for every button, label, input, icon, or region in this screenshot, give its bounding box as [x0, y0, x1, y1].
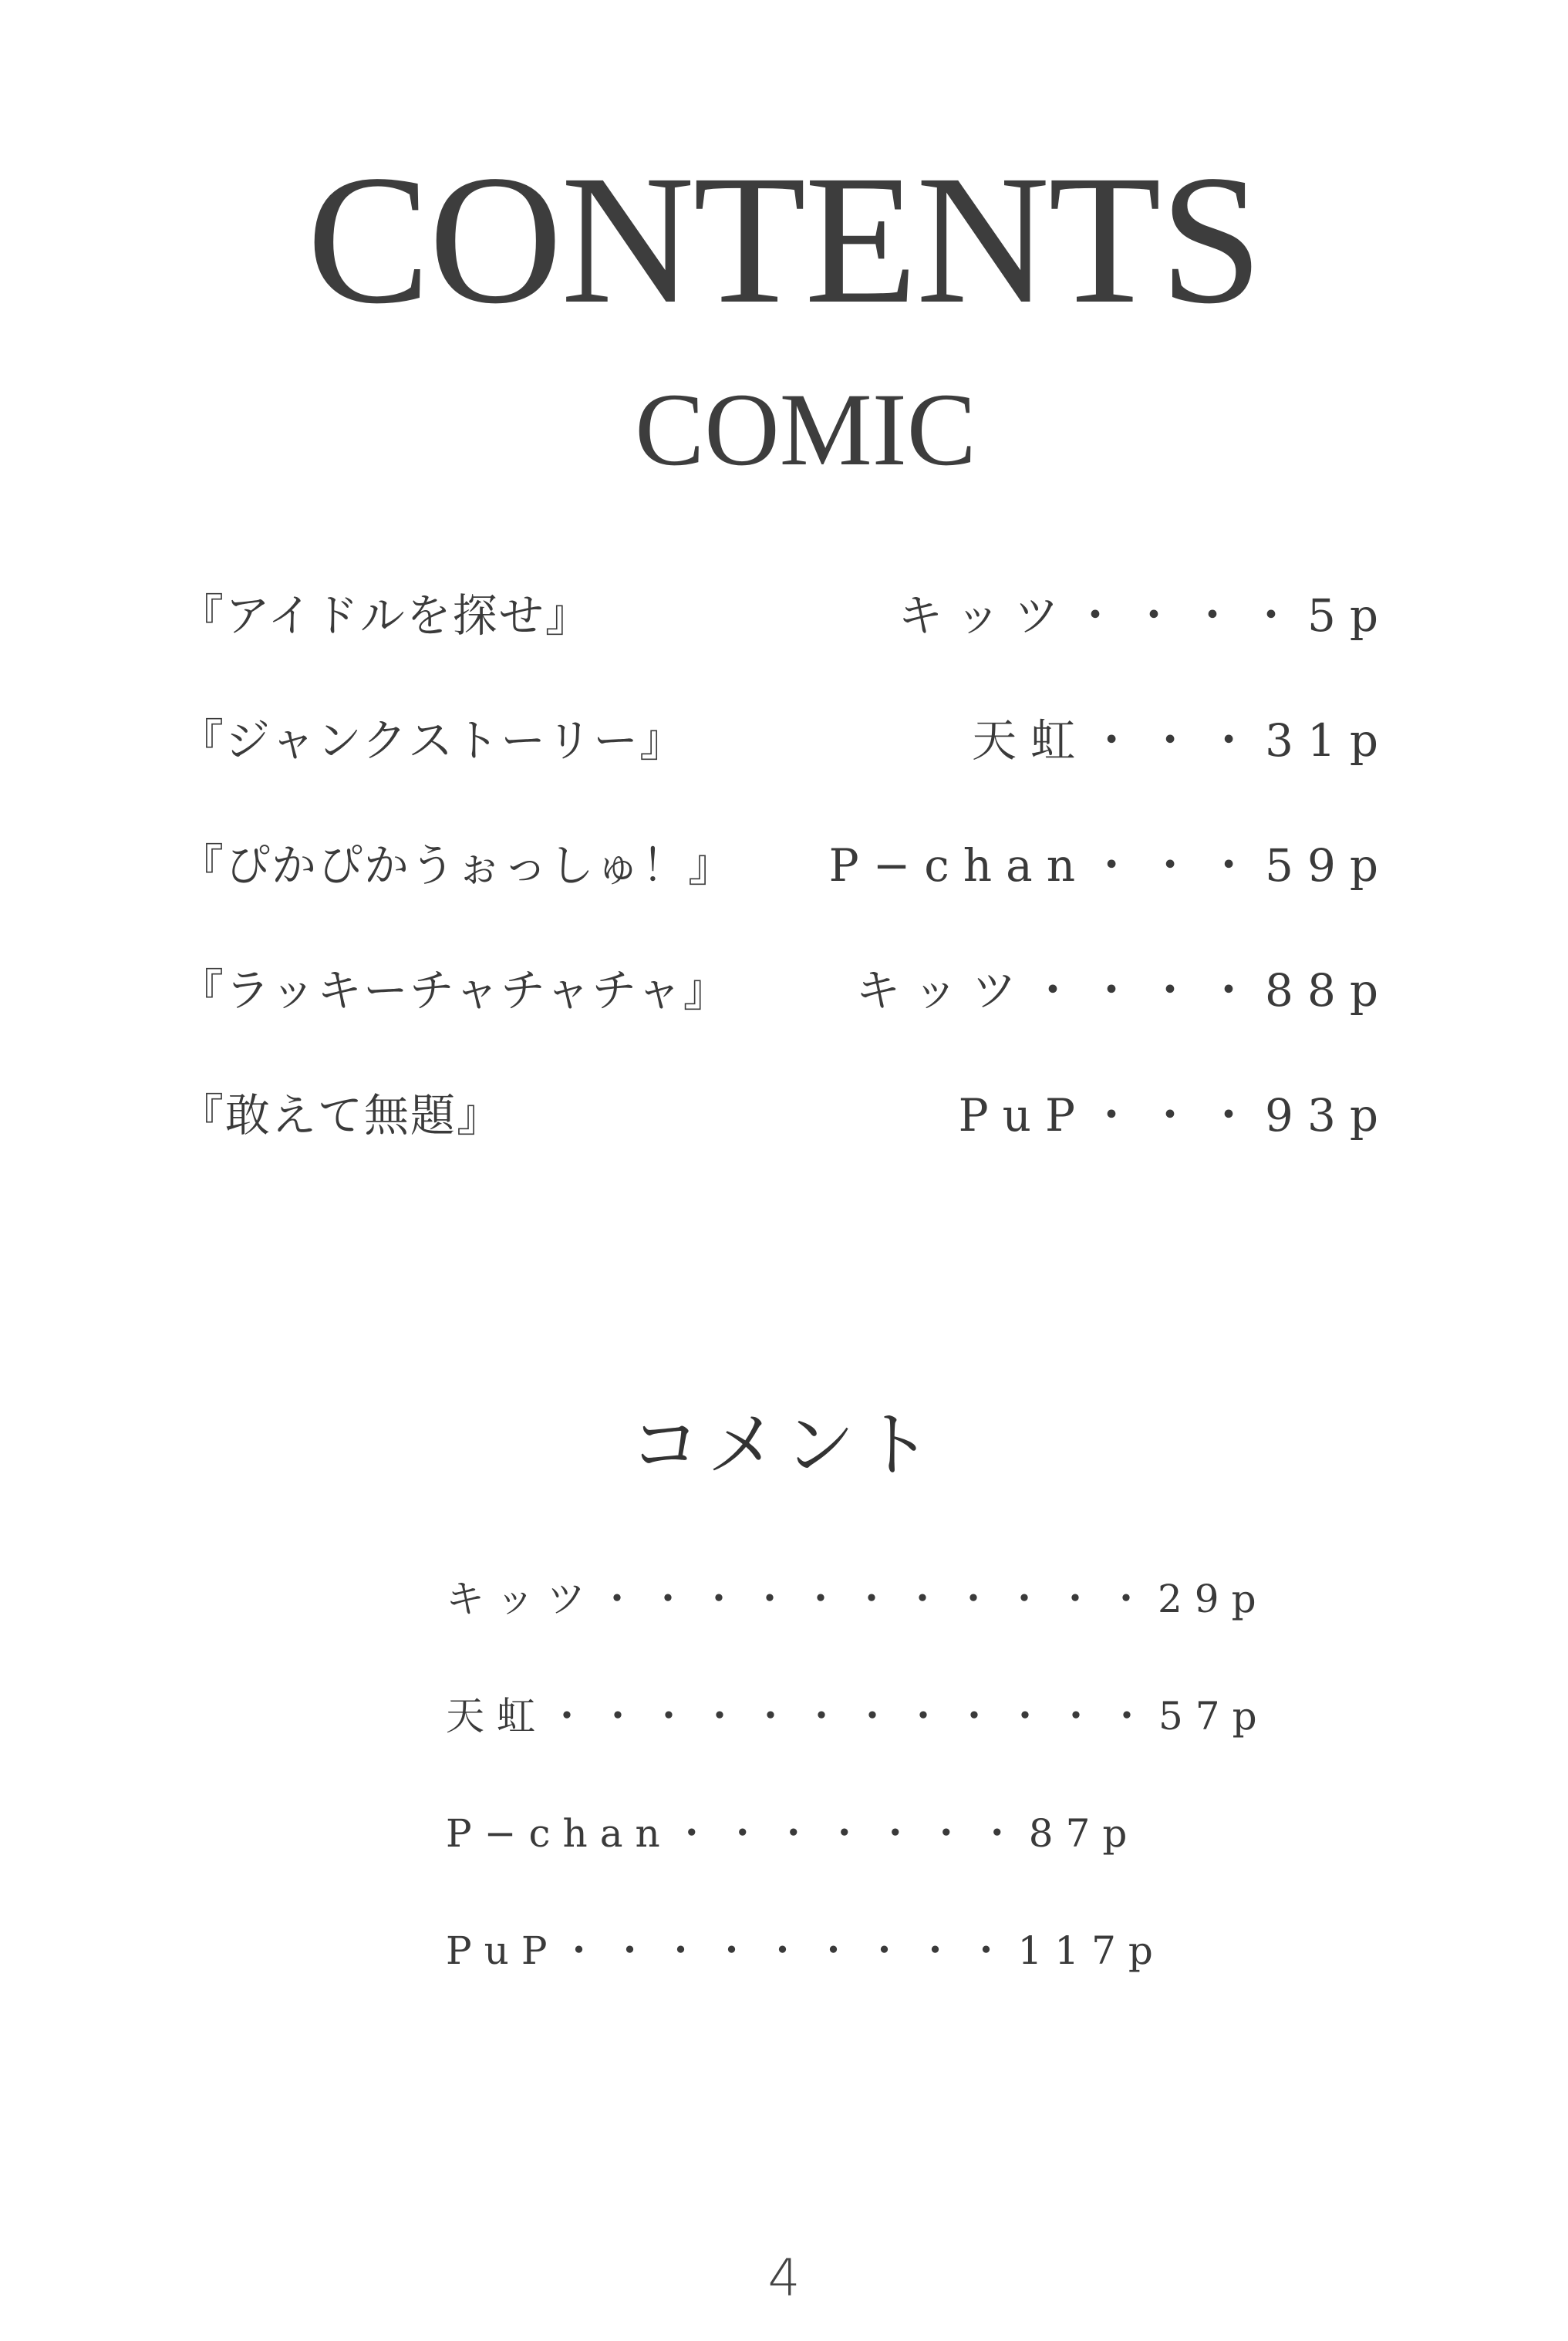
comic-heading: COMIC	[635, 373, 976, 487]
comic-entry-author-page: 天虹・・・31p	[972, 714, 1392, 767]
comment-entry: キッツ・・・・・・・・・・・29p	[446, 1577, 1269, 1621]
comment-list	[446, 1537, 1270, 2006]
comic-entry-title: 『ジャンクストーリー』	[179, 714, 686, 767]
comic-entry-author-page: キッツ・・・・5p	[898, 589, 1392, 642]
comic-list	[179, 549, 1392, 1174]
comic-entry-author-page: キッツ・・・・88p	[855, 964, 1392, 1017]
comment-entry: P−chan・・・・・・・87p	[446, 1811, 1140, 1856]
comment-entry: 天虹・・・・・・・・・・・・57p	[446, 1694, 1270, 1739]
comic-entry-title: 『敢えて無題』	[179, 1089, 504, 1142]
contents-heading: CONTENTS	[306, 137, 1262, 342]
comment-entry: PuP・・・・・・・・・117p	[446, 1928, 1165, 1973]
comic-entry	[179, 1049, 1392, 1174]
comic-entry-title: 『ぴかぴかうぉっしゅ！』	[179, 839, 735, 892]
page-number: 4	[767, 2248, 801, 2308]
comic-entry	[179, 924, 1392, 1049]
comic-entry-author-page: PuP・・・93p	[958, 1089, 1392, 1142]
comic-entry	[179, 799, 1392, 924]
comic-entry-author-page: P−chan・・・59p	[828, 839, 1392, 892]
comic-entry	[179, 549, 1392, 674]
comic-entry-title: 『アイドルを探せ』	[179, 589, 592, 642]
comment-heading: コメント	[629, 1404, 939, 1486]
comic-entry-title: 『ラッキーチャチャチャ』	[179, 964, 730, 1017]
comic-entry	[179, 674, 1392, 799]
